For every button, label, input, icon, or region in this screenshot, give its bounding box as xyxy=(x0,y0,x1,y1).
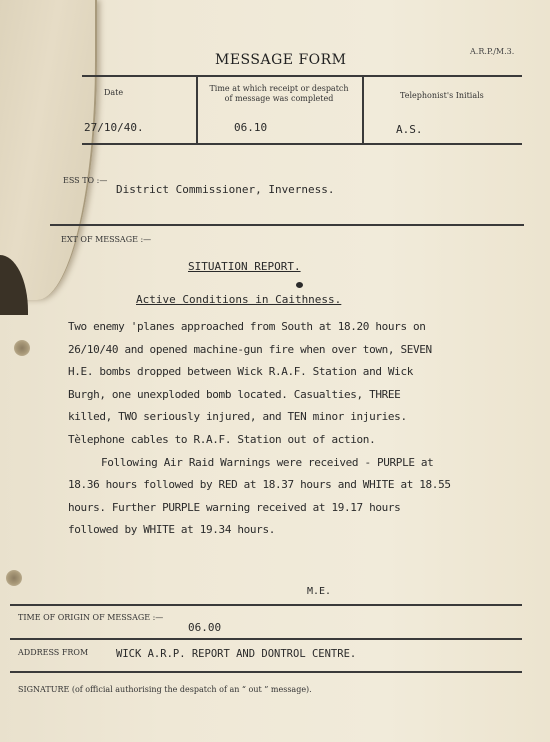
punch-hole-lower xyxy=(6,570,22,586)
body-line: 26/10/40 and opened machine-gun fire when over town, SEVEN xyxy=(68,342,432,356)
time-completed-label-line2: of message was completed xyxy=(224,94,334,103)
body-line: Following Air Raid Warnings were received - PURPLE at xyxy=(101,455,434,469)
body-line: hours. Further PURPLE warning received at 19.17 hours xyxy=(68,500,401,514)
body-line: Tèlephone cables to R.A.F. Station out of action. xyxy=(68,432,376,446)
address-to-label: ESS TO :— xyxy=(63,176,108,185)
footer-top-rule xyxy=(10,604,522,606)
header-divider-2 xyxy=(362,75,364,143)
body-line: H.E. bombs dropped between Wick R.A.F. Station and Wick xyxy=(68,365,413,379)
initials-value: A.S. xyxy=(396,123,423,136)
initials-label: Telephonist's Initials xyxy=(400,91,484,100)
address-rule xyxy=(50,224,524,226)
time-completed-label-line1: Time at which receipt or despatch xyxy=(209,84,349,93)
header-top-rule xyxy=(82,75,522,77)
form-reference: A.R.P./M.3. xyxy=(470,47,515,56)
date-value: 27/10/40. xyxy=(84,121,144,134)
time-completed-value: 06.10 xyxy=(234,121,268,134)
address-from-rule xyxy=(10,671,522,673)
folded-page-corner xyxy=(0,0,97,300)
address-from-label: ADDRESS FROM xyxy=(18,648,89,657)
punch-hole-upper xyxy=(14,340,30,356)
body-line: 18.36 hours followed by RED at 18.37 hours and WHITE at 18.55 xyxy=(68,478,451,492)
address-from-value: WICK A.R.P. REPORT AND DONTROL CENTRE. xyxy=(116,648,357,660)
header-bottom-rule xyxy=(82,143,522,145)
text-of-message-label: EXT OF MESSAGE :— xyxy=(61,235,152,244)
message-body xyxy=(68,316,508,542)
time-of-origin-label: TIME OF ORIGIN OF MESSAGE :— xyxy=(18,613,164,622)
active-conditions-heading: Active Conditions in Caithness. xyxy=(136,293,342,306)
date-label: Date xyxy=(104,88,124,97)
time-completed-label xyxy=(198,84,360,104)
body-line: followed by WHITE at 19.34 hours. xyxy=(68,523,275,537)
address-to-value: District Commissioner, Inverness. xyxy=(116,183,335,196)
origin-rule xyxy=(10,638,522,640)
body-line: Two enemy 'planes approached from South at 18.20 hours on xyxy=(68,320,426,333)
sender-initials: M.E. xyxy=(307,586,332,597)
form-title: MESSAGE FORM xyxy=(215,52,347,68)
time-of-origin-value: 06.00 xyxy=(188,621,222,634)
body-line: killed, TWO seriously injured, and TEN minor injuries. xyxy=(68,410,407,424)
situation-report-heading: SITUATION REPORT. xyxy=(188,260,301,273)
signature-label: SIGNATURE (of official authorising the despatch of an “ out ” message). xyxy=(18,685,312,694)
ink-dot xyxy=(296,282,303,288)
body-line: Burgh, one unexploded bomb located. Casualties, THREE xyxy=(68,387,401,401)
